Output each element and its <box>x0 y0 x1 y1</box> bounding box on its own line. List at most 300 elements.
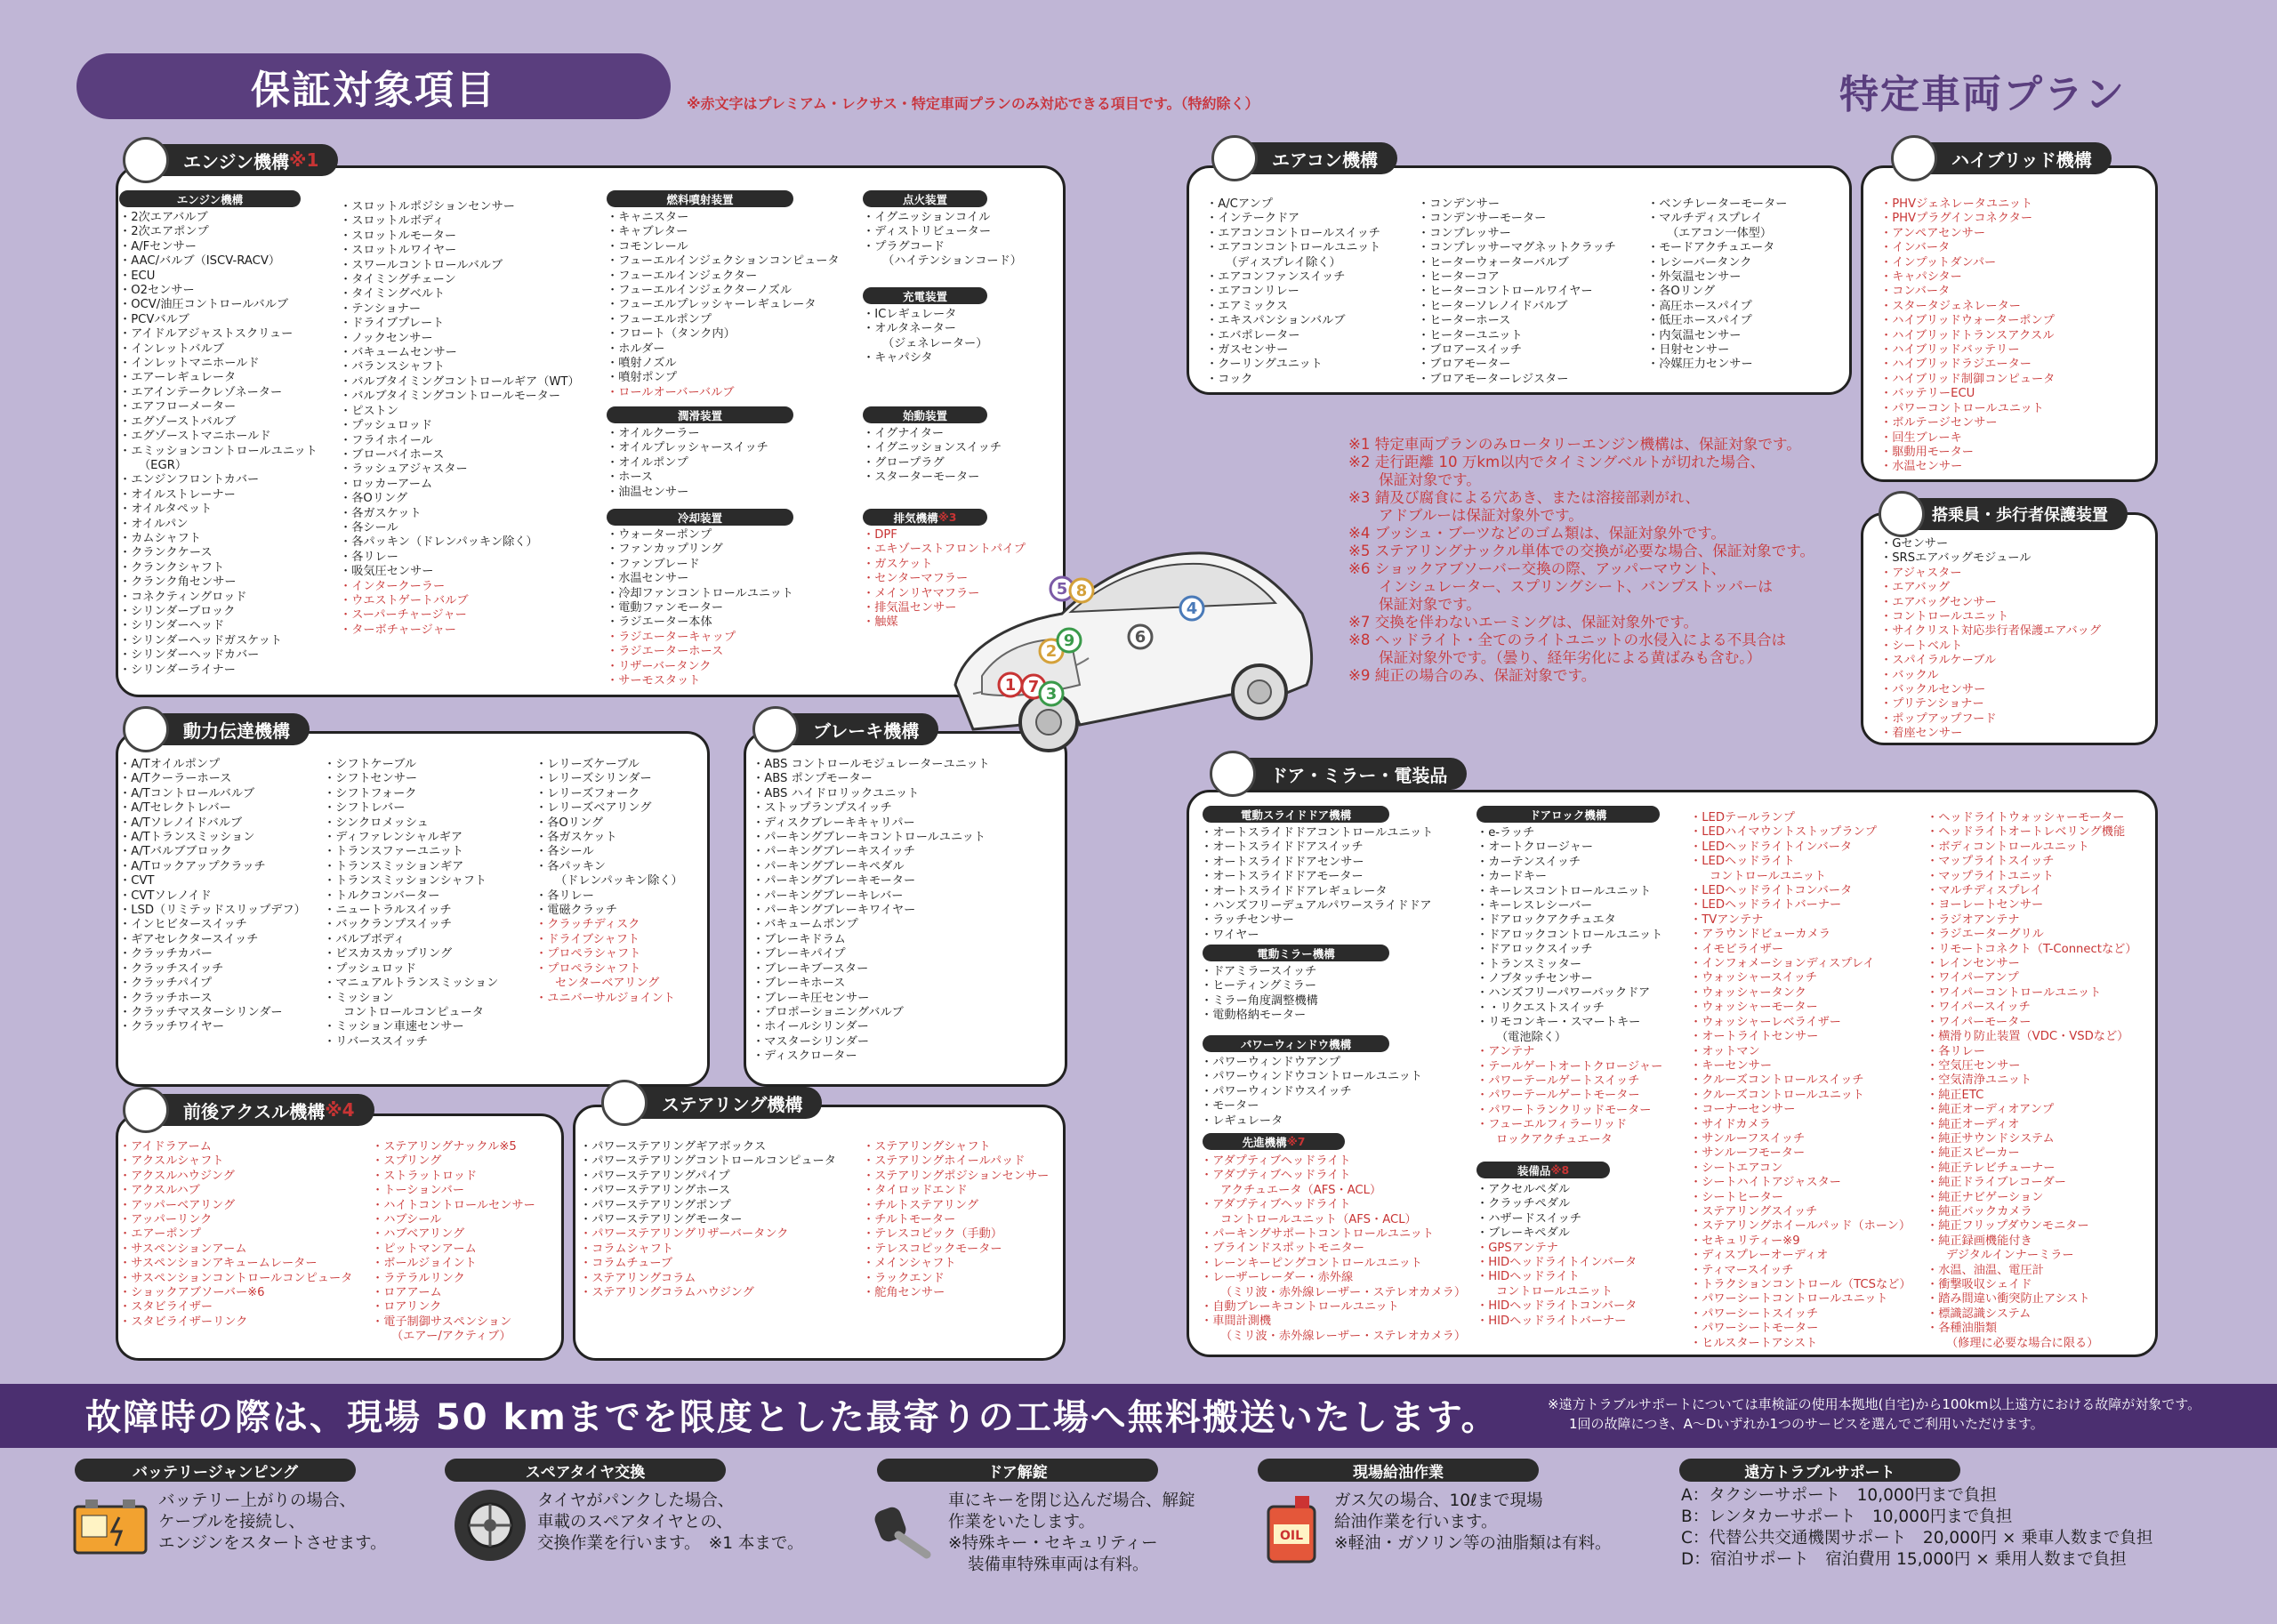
service-title-refuel: 現場給油作業 <box>1258 1459 1539 1482</box>
list-item: デジタルインナーミラー <box>1946 1249 2074 1263</box>
list-item: ・ テンショナー <box>340 302 580 317</box>
list-item: ・ クランクケース <box>119 546 318 560</box>
list-item: ・ ステアリングコラム <box>580 1272 836 1286</box>
section-number: 4 <box>123 1087 169 1133</box>
section-number: 8 <box>1879 491 1925 537</box>
list-item: ・ ハイブリッドラジエーター <box>1880 358 2055 372</box>
footnote: ※5 ステアリングナックル単体での交換が必要な場合、保証対象です。 <box>1348 543 1815 559</box>
list-item: ・ ドアミラースイッチ <box>1201 965 1318 979</box>
list-item: ・ ハザードスイッチ <box>1476 1212 1637 1226</box>
list-item: ・ コンプレッサー <box>1418 227 1616 241</box>
list-item: ・ スワールコントロールバルブ <box>340 259 580 273</box>
list-item: ・ イグニッションスイッチ <box>863 441 1002 455</box>
list-item: ・ A/Cアンプ <box>1206 197 1380 212</box>
list-item: ・ パワーウィンドウスイッチ <box>1201 1085 1422 1099</box>
list-item: ・ ウォーターポンプ <box>607 528 793 543</box>
oil-label: OIL <box>1279 1529 1304 1543</box>
list-item: ・ トラクションコントロール（TCSなど） <box>1690 1278 1911 1292</box>
list-item: ・ オイルクーラー <box>607 427 768 441</box>
list-item: ・ ミラー角度調整機構 <box>1201 994 1318 1009</box>
list-item: ・ ステアリングポジションセンサー <box>863 1170 1049 1184</box>
list-item: ・ ブレーキペダル <box>1476 1226 1637 1241</box>
car-badge-label: 3 <box>1045 685 1058 703</box>
list-item: ・ トランスミッションシャフト <box>324 874 498 888</box>
list-item: ・ エアミックス <box>1206 300 1380 314</box>
list-item: ・ A/Tコントロールバルブ <box>119 787 306 801</box>
list-item: ・ 純正バックカメラ <box>1927 1205 2137 1219</box>
engine-col2 <box>340 200 580 638</box>
list-item: ・ ディファレンシャルギア <box>324 831 498 845</box>
section-axle-title: 4 前後アクスル機構 ※4 <box>125 1094 374 1126</box>
list-item: コントロールコンピュータ <box>343 1005 484 1019</box>
list-item: （ジェネレーター） <box>882 336 988 350</box>
list-item: ・ パワーテールゲートモーター <box>1476 1089 1662 1103</box>
list-item: ・ フューエルプレッシャーレギュレータ <box>607 298 840 312</box>
occupant-list <box>1880 537 2101 742</box>
list-item: ・ ミッション <box>324 992 498 1006</box>
list-item: ・ エキゾーストフロントパイプ <box>863 543 1026 557</box>
sub-fuel: 燃料噴射装置 <box>607 190 793 207</box>
footnote: アドブルーは保証対象外です。 <box>1379 507 1583 524</box>
list-item: ・ ステアリングホイールパッド（ホーン） <box>1690 1219 1911 1234</box>
list-item: ・ マップライトユニット <box>1927 870 2137 884</box>
list-item: ・ アンテナ <box>1476 1045 1662 1059</box>
list-item: ・ インレットバルブ <box>119 342 318 357</box>
list-item: ・ チルトモーター <box>863 1213 1049 1227</box>
list-item: ・ ヒーターソレノイドバルブ <box>1418 300 1616 314</box>
list-item: （ディスプレイ除く） <box>1226 255 1341 269</box>
list-item: ・ エアコンコントロールユニット <box>1206 241 1380 255</box>
list-item: ・ キーセンサー <box>1690 1059 1911 1073</box>
service-text-battery: バッテリー上がりの場合、 ケーブルを接続し、 エンジンをスタートさせます。 <box>158 1491 387 1553</box>
list-item: ・ Gセンサー <box>1880 537 2101 551</box>
service-text-door-unlock: 車にキーを閉じ込んだ場合、解錠 作業をいたします。 ※特殊キー・セキュリティー 装備車特殊車両は有料。 <box>948 1491 1195 1574</box>
start-list <box>863 427 1002 486</box>
list-item: ・ オルタネーター <box>863 322 987 336</box>
list-item: ・ アラウンドビューカメラ <box>1690 928 1911 942</box>
list-item: ・ ステアリングスイッチ <box>1690 1205 1911 1219</box>
list-item: ・ バックルセンサー <box>1880 683 2101 697</box>
list-item: ・ AAC/バルブ（ISCV-RACV） <box>119 254 318 269</box>
car-badge-label: 7 <box>1027 678 1040 696</box>
list-item: ・ ロアアーム <box>372 1286 535 1300</box>
list-item: ・ オートライトセンサー <box>1690 1030 1911 1044</box>
axle-col2 <box>372 1140 535 1345</box>
list-item: ・ エアーレギュレータ <box>119 371 318 385</box>
list-item: ・ 水温、油温、電圧計 <box>1927 1264 2137 1278</box>
sub-charge: 充電装置 <box>863 287 987 304</box>
list-item: ・ 純正ドライブレコーダー <box>1927 1176 2137 1190</box>
aircon-col1 <box>1206 197 1380 387</box>
list-item: ・ パワーステアリングリザーバータンク <box>580 1227 836 1242</box>
list-item: ・ サイドカメラ <box>1690 1118 1911 1132</box>
plan-title: 特定車両プラン <box>1839 72 2126 117</box>
list-item: ・ ヒーターコントロールワイヤー <box>1418 285 1616 299</box>
battery-icon <box>71 1494 151 1558</box>
list-item: ・ スパイラルケーブル <box>1880 654 2101 668</box>
list-item: ・ パーキングブレーキスイッチ <box>752 845 990 859</box>
list-item: ・ コンプレッサーマグネットクラッチ <box>1418 241 1616 255</box>
list-item: ・ ユニバーサルジョイント <box>535 992 683 1006</box>
list-item: （修理に必要な場合に限る） <box>1946 1336 2099 1350</box>
list-item: ・ スロットルワイヤー <box>340 244 580 258</box>
list-item: ・ バックランプスイッチ <box>324 918 498 932</box>
list-item: ・ カードキー <box>1476 870 1662 884</box>
list-item: ・ 純正オーディオアンプ <box>1927 1103 2137 1117</box>
list-item: ・ パワーウィンドウアンプ <box>1201 1056 1422 1070</box>
list-item: ・ リバーススイッチ <box>324 1035 498 1049</box>
list-item: ・ ウォッシャーレベライザー <box>1690 1016 1911 1030</box>
list-item: ・ ガスケット <box>863 558 1026 572</box>
list-item: ・ スーパーチャージャー <box>340 608 580 623</box>
list-item: ・ ブロアモーター <box>1418 358 1616 372</box>
list-item: ・ エミッションコントロールユニット <box>119 445 318 459</box>
list-item: ・ サイクリスト対応歩行者保護エアバッグ <box>1880 624 2101 639</box>
list-item: ・ アッパーリンク <box>119 1213 352 1227</box>
list-item: ・ アダプティブヘッドライト <box>1201 1169 1466 1183</box>
list-item: ・ 純正サウンドシステム <box>1927 1132 2137 1146</box>
service-text-remote-support: A：タクシーサポート 10,000円まで負担 B：レンタカーサポート 10,000円まで負担 C：代替公共交通機関サポート 20,000円 × 乗車人数まで負担 D：宿泊サポート 宿泊費用 15,000円 × 乗用人数まで負担 <box>1681 1486 2153 1569</box>
list-item: ・ パワーコントロールユニット <box>1880 402 2055 416</box>
list-item: ・ 空気圧センサー <box>1927 1059 2137 1073</box>
list-item: ・ エバポレーター <box>1206 329 1380 343</box>
list-item: ・ バランスシャフト <box>340 360 580 374</box>
list-item: ・ ベンチレーターモーター <box>1647 197 1787 212</box>
list-item: ・ ラジエーターキャップ <box>607 631 793 645</box>
list-item: ロックアクチュエータ <box>1496 1132 1613 1146</box>
brake-list <box>752 758 990 1065</box>
list-item: ・ ボールジョイント <box>372 1257 535 1271</box>
door-lock-list <box>1476 826 1662 1147</box>
list-item: ・ 各シール <box>535 845 683 859</box>
list-item: ・ エアコンリレー <box>1206 285 1380 299</box>
list-item: ・ ラジオアンテナ <box>1927 913 2137 928</box>
list-item: ・ ICレギュレータ <box>863 308 987 322</box>
list-item: ・ レインセンサー <box>1927 957 2137 971</box>
list-item: ・ ヘッドライトオートレベリング機能 <box>1927 825 2137 840</box>
list-item: ・ CVT <box>119 874 306 888</box>
list-item: ・ ラジエーターホース <box>607 645 793 659</box>
list-item: ・ シリンダーブロック <box>119 605 318 619</box>
list-item: ・ スロットルモーター <box>340 229 580 244</box>
list-item: ・ ブラインドスポットモニター <box>1201 1242 1466 1256</box>
list-item: ・ バキュームポンプ <box>752 918 990 932</box>
list-item: ・ フューエルインジェクションコンピュータ <box>607 254 840 269</box>
list-item: ・ ロアリンク <box>372 1300 535 1314</box>
service-text-spare-tire: タイヤがパンクした場合、 車載のスペアタイヤとの、 交換作業を行います。 ※1 本まで。 <box>537 1491 804 1553</box>
list-item: ・ オートスライドドアセンサー <box>1201 856 1433 870</box>
list-item: ・ ホルダー <box>607 342 840 357</box>
list-item: ・ 純正ETC <box>1927 1089 2137 1103</box>
list-item: ・ クルーズコントロールスイッチ <box>1690 1073 1911 1088</box>
list-item: ・ クラッチスイッチ <box>119 962 306 977</box>
list-item: ・ シリンダーヘッドカバー <box>119 648 318 663</box>
list-item: ・ マップライトスイッチ <box>1927 855 2137 869</box>
list-item: ・ クーリングユニット <box>1206 358 1380 372</box>
list-item: ・ レリーズベアリング <box>535 801 683 816</box>
list-item: ・ キャニスター <box>607 211 840 225</box>
charge-list <box>863 308 987 366</box>
list-item: ・ エグゾーストバルブ <box>119 415 318 430</box>
list-item: ・ モーター <box>1201 1099 1422 1113</box>
door-mirror-col3 <box>1690 811 1911 1351</box>
list-item: ・ ラッチセンサー <box>1201 913 1433 928</box>
list-item: ・ ステアリングシャフト <box>863 1140 1049 1154</box>
drivetrain-col2 <box>324 758 498 1049</box>
list-item: ・ エアバッグセンサー <box>1880 596 2101 610</box>
list-item: ・ ブレーキドラム <box>752 933 990 947</box>
list-item: ・ ヒーティングミラー <box>1201 979 1318 993</box>
service-title-battery: バッテリージャンピング <box>75 1459 356 1482</box>
list-item: ・ 2次エアバルブ <box>119 211 318 225</box>
footnotes <box>1348 436 1814 685</box>
list-item: ・ 2次エアポンプ <box>119 225 318 239</box>
list-item: ・ パワーウィンドウコントロールユニット <box>1201 1070 1422 1084</box>
list-item: ・ マルチディスプレイ <box>1927 884 2137 898</box>
list-item: ・ キャパシター <box>1880 270 2055 285</box>
footnote: ※1 特定車両プランのみロータリーエンジン機構は、保証対象です。 <box>1348 436 1801 453</box>
list-item: （エアコン一体型） <box>1667 226 1773 240</box>
list-item: ・ インヒビタースイッチ <box>119 918 306 932</box>
list-item: ・ 触媒 <box>863 615 1026 630</box>
footnote: ※9 純正の場合のみ、保証対象です。 <box>1348 667 1597 684</box>
list-item: ・ キーレスコントロールユニット <box>1476 885 1662 899</box>
list-item: ・ サスペンションコントロールコンピュータ <box>119 1272 352 1286</box>
list-item: ・ ドアロックスイッチ <box>1476 943 1662 957</box>
page-title: 保証対象項目 <box>76 53 671 119</box>
list-item: ・ クラッチホース <box>119 992 306 1006</box>
advanced-list <box>1201 1154 1466 1344</box>
list-item: ・ レーンキーピングコントロールユニット <box>1201 1257 1466 1271</box>
list-item: ・ バルブタイミングコントロールモーター <box>340 390 580 404</box>
list-item: ・ ヨーレートセンサー <box>1927 898 2137 912</box>
list-item: ・ 高圧ホースパイプ <box>1647 300 1787 314</box>
section-door-mirror-title: 9 ドア・ミラー・電装品 <box>1211 758 1467 790</box>
section-number: 5 <box>601 1080 648 1126</box>
list-item: ・ アイドラアーム <box>119 1140 352 1154</box>
list-item: ・ ラテラルリンク <box>372 1272 535 1286</box>
steering-col2 <box>863 1140 1049 1300</box>
list-item: ・ HIDヘッドライトインバータ <box>1476 1256 1637 1270</box>
service-text-refuel: ガス欠の場合、10ℓまで現場 給油作業を行います。 ※軽油・ガソリン等の油脂類は有料。 <box>1334 1491 1612 1553</box>
list-item: ・ アクセルペダル <box>1476 1183 1637 1197</box>
list-item: ・ スタビライザー <box>119 1300 352 1314</box>
list-item: ・ メインリヤマフラー <box>863 587 1026 601</box>
list-item: ・ バルブボディ <box>324 933 498 947</box>
drivetrain-col1 <box>119 758 306 1035</box>
list-item: ・ PCVバルブ <box>119 313 318 327</box>
list-item: ・ ティマースイッチ <box>1690 1264 1911 1278</box>
list-item: ・ 標識認識システム <box>1927 1307 2137 1322</box>
list-item: ・ 冷却ファンコントロールユニット <box>607 587 793 601</box>
list-item: ・ コンデンサーモーター <box>1418 212 1616 226</box>
section-number: 2 <box>123 706 169 752</box>
list-item: ・ ブレーキホース <box>752 977 990 991</box>
list-item: ・ ディスプレーオーディオ <box>1690 1249 1911 1263</box>
list-item: ・ バルブタイミングコントロールギア（WT） <box>340 375 580 390</box>
list-item: ・ タイロッドエンド <box>863 1184 1049 1198</box>
list-item: ・ A/Tセレクトレバー <box>119 801 306 816</box>
sub-cool: 冷却装置 <box>607 509 793 526</box>
list-item: ・ A/Tクーラーホース <box>119 772 306 786</box>
list-item: ・ エアフローメーター <box>119 400 318 414</box>
list-item: ・ シリンダーヘッドガスケット <box>119 634 318 648</box>
list-item: ・ ピットマンアーム <box>372 1242 535 1257</box>
list-item: ・ サンルーフモーター <box>1690 1146 1911 1161</box>
list-item: （電池除く） <box>1496 1030 1567 1044</box>
sub-ign: 点火装置 <box>863 190 987 207</box>
footnote: ※6 ショックアブソーバー交換の際、アッパーマウント、 <box>1348 560 1726 577</box>
list-item: ・ クランク角センサー <box>119 575 318 590</box>
list-item: ・ クラッチマスターシリンダー <box>119 1006 306 1020</box>
list-item: ・ 低圧ホースパイプ <box>1647 314 1787 328</box>
tire-icon <box>450 1485 530 1565</box>
list-item: ・ コック <box>1206 373 1380 387</box>
list-item: ・ 各リレー <box>1927 1045 2137 1059</box>
list-item: ・ プロペラシャフト <box>535 962 683 977</box>
list-item: ・ HIDヘッドライト <box>1476 1270 1637 1284</box>
car-illustration <box>946 516 1320 783</box>
list-item: ・ バキュームセンサー <box>340 346 580 360</box>
footnote: ※3 錆及び腐食による穴あき、または溶接部剥がれ、 <box>1348 489 1701 506</box>
list-item: ・ マスターシリンダー <box>752 1035 990 1049</box>
list-item: ・ シリンダーヘッド <box>119 619 318 633</box>
footnote: インシュレーター、スプリングシート、バンプストッパーは <box>1379 578 1773 595</box>
list-item: ・ センターマフラー <box>863 572 1026 586</box>
list-item: ・ エアインテークレゾネーター <box>119 386 318 400</box>
list-item: ・ ハイブリッドバッテリー <box>1880 343 2055 358</box>
list-item: ・ アイドルアジャストスクリュー <box>119 327 318 342</box>
section-aircon-title: 6 エアコン機構 <box>1213 142 1397 174</box>
list-item: ・ ブレーキパイプ <box>752 947 990 961</box>
sub-equipment: 装備品 ※8 <box>1476 1162 1610 1178</box>
car-badge-label: 9 <box>1063 631 1075 650</box>
list-item: ・ ラジエーター本体 <box>607 615 793 630</box>
list-item: ・ オートスライドドアスイッチ <box>1201 840 1433 855</box>
list-item: ・ 踏み間違い衝突防止アシスト <box>1927 1292 2137 1306</box>
list-item: ・ ステアリングナックル※5 <box>372 1140 535 1154</box>
list-item: ・ コンデンサー <box>1418 197 1616 212</box>
list-item: ・ ハブベアリング <box>372 1227 535 1242</box>
list-item: ・ ドライブシャフト <box>535 933 683 947</box>
list-item: ・ モードアクチュエータ <box>1647 241 1787 255</box>
list-item: （ハイテンションコード） <box>882 254 1022 269</box>
list-item: ・ ヘッドライトウォッシャーモーター <box>1927 811 2137 825</box>
list-item: ・ シートハイトアジャスター <box>1690 1176 1911 1190</box>
list-item: ・ シンクロメッシュ <box>324 816 498 831</box>
list-item: ・ ・リクエストスイッチ <box>1476 1001 1662 1016</box>
car-badge-label: 4 <box>1186 599 1198 618</box>
list-item: ・ アダプティブヘッドライト <box>1201 1154 1466 1169</box>
list-item: ・ 排気温センサー <box>863 601 1026 615</box>
list-item: ・ コモンレール <box>607 240 840 254</box>
list-item: ・ 外気温センサー <box>1647 270 1787 285</box>
list-item: ・ スロットルポジションセンサー <box>340 200 580 214</box>
service-title-remote-support: 遠方トラブルサポート <box>1679 1459 1960 1482</box>
list-item: ・ 各シール <box>340 521 580 535</box>
list-item: ・ パワーシートモーター <box>1690 1322 1911 1336</box>
list-item: ・ コントロールユニット <box>1880 610 2101 624</box>
list-item: ・ レリーズシリンダー <box>535 772 683 786</box>
list-item: ・ ノブタッチセンサー <box>1476 972 1662 986</box>
sub-slide-door: 電動スライドドア機構 <box>1203 806 1389 823</box>
fuel-list <box>607 211 840 400</box>
list-item: ・ パワーシートスイッチ <box>1690 1307 1911 1322</box>
list-item: ・ クラッチカバー <box>119 947 306 961</box>
section-number: 1 <box>123 137 169 183</box>
list-item: ・ ステアリングコラムハウジング <box>580 1286 836 1300</box>
list-item: ・ オイルパン <box>119 518 318 532</box>
list-item: ・ 車間計測機 <box>1201 1314 1466 1329</box>
sub-mirror: 電動ミラー機構 <box>1203 945 1389 961</box>
list-item: ・ 油温センサー <box>607 486 768 500</box>
list-item: ・ パワーステアリングモーター <box>580 1213 836 1227</box>
list-item: ・ クラッチペダル <box>1476 1197 1637 1211</box>
list-item: ・ クランクシャフト <box>119 561 318 575</box>
list-item: ・ A/Tバルブブロック <box>119 845 306 859</box>
list-item: ・ スターターモーター <box>863 470 1002 485</box>
list-item: （ミリ波・赤外線レーザー・ステレオカメラ） <box>1220 1285 1467 1299</box>
list-item: ・ O2センサー <box>119 284 318 298</box>
list-item: ・ 電動ファンモーター <box>607 601 793 615</box>
list-item: ・ パーキングブレーキモーター <box>752 874 990 888</box>
sub-exh: 排気機構 ※3 <box>863 509 987 526</box>
list-item: ・ 各ガスケット <box>535 831 683 845</box>
list-item: ・ オートスライドドアモーター <box>1201 870 1433 884</box>
list-item: ・ コーナーセンサー <box>1690 1103 1911 1117</box>
list-item: ・ タイミングベルト <box>340 287 580 301</box>
list-item: ・ ラジエーターグリル <box>1927 928 2137 942</box>
list-item: ・ ターボチャージャー <box>340 623 580 638</box>
list-item: ・ 着座センサー <box>1880 727 2101 741</box>
list-item: ・ コネクティングロッド <box>119 591 318 605</box>
list-item: ・ ハイブリッドトランスアクスル <box>1880 329 2055 343</box>
list-item: ・ アダプティブヘッドライト <box>1201 1198 1466 1212</box>
list-item: ・ グロープラグ <box>863 456 1002 470</box>
lube-list <box>607 427 768 500</box>
list-item: ・ アクスルハウジング <box>119 1170 352 1184</box>
list-item: ・ e-ラッチ <box>1476 826 1662 840</box>
list-item: ・ コラムチューブ <box>580 1257 836 1271</box>
list-item: ・ ハンズフリーパワーバックドア <box>1476 986 1662 1001</box>
list-item: ・ サンルーフスイッチ <box>1690 1132 1911 1146</box>
list-item: ・ LEDテールランプ <box>1690 811 1911 825</box>
list-item: ・ パーキングブレーキレバー <box>752 889 990 904</box>
list-item: ・ ドライブプレート <box>340 317 580 331</box>
list-item: ・ キャパシタ <box>863 351 987 366</box>
list-item: ・ トルクコンバーター <box>324 889 498 904</box>
list-item: （ミリ波・赤外線レーザー・ステレオカメラ） <box>1220 1329 1467 1343</box>
list-item: ・ オートスライドドアレギュレータ <box>1201 885 1433 899</box>
list-item: ・ インタークーラー <box>340 580 580 594</box>
sub-start: 始動装置 <box>863 406 987 423</box>
list-item: ・ フューエルインジェクター <box>607 269 840 284</box>
drivetrain-col3 <box>535 758 683 1006</box>
ign-list <box>863 211 1022 269</box>
list-item: ・ オートスライドドアコントロールユニット <box>1201 826 1433 840</box>
list-item: ・ パワーシートコントロールユニット <box>1690 1292 1911 1306</box>
mirror-list <box>1201 965 1318 1024</box>
list-item: ・ ディスクブレーキキャリパー <box>752 816 990 831</box>
list-item: ・ 電磁クラッチ <box>535 904 683 918</box>
list-item: ・ SRSエアバッグモジュール <box>1880 551 2101 566</box>
list-item: ・ アクスルシャフト <box>119 1154 352 1169</box>
list-item: ・ シートベルト <box>1880 639 2101 654</box>
list-item: ・ ファンカップリング <box>607 543 793 557</box>
axle-col1 <box>119 1140 352 1330</box>
oil-can-icon <box>1263 1491 1325 1565</box>
section-steering-title: 5 ステアリング機構 <box>603 1087 822 1119</box>
